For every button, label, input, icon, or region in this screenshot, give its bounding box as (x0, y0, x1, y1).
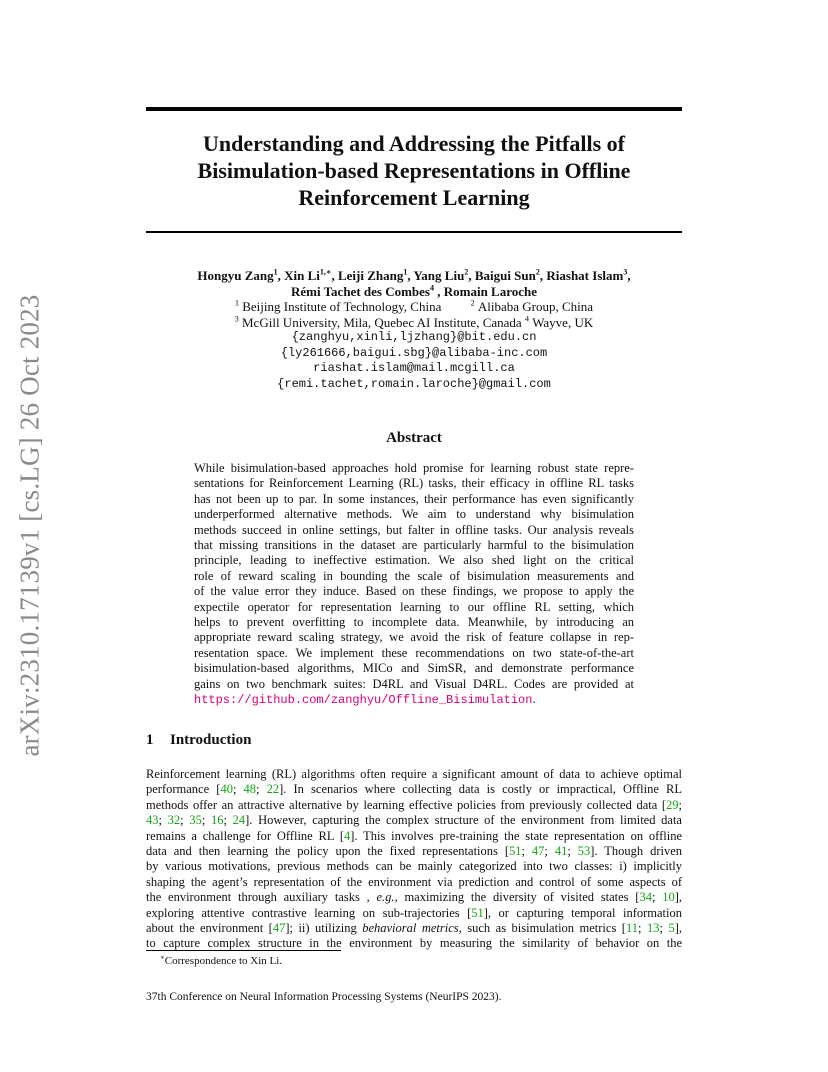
citation-link[interactable]: 13 (646, 921, 660, 936)
title-line: Bisimulation-based Representations in Offline (197, 158, 631, 183)
citation-link[interactable]: 34 (639, 890, 652, 905)
author-affil-mark: 1 (273, 267, 278, 277)
abstract-line: helps to prevent overfitting to incomplete data. Meanwhile, by introducing an (194, 615, 634, 630)
paragraph-line: 43; 32; 35; 16; 24]. However, capturing the complex structure of the environment from limited data (146, 813, 682, 828)
citation-link[interactable]: 43 (146, 813, 159, 828)
abstract-line: sentations for Reinforcement Learning (RL) tasks, their efficacy in offline RL tasks (194, 476, 634, 491)
author-name: Romain Laroche (443, 283, 538, 299)
title-top-rule (146, 107, 682, 111)
citation-link[interactable]: 47 (272, 921, 286, 936)
email-line: {zanghyu,xinli,ljzhang}@bit.edu.cn (291, 330, 537, 344)
paragraph-line: exploring attentive contrastive learning on sub-trajectories [51], or capturing temporal information (146, 905, 682, 920)
abstract-line: resentation space. We implement these recommendations on two state-of-the-art (194, 645, 634, 660)
abstract-line: bisimulation-based algorithms, MICo and SimSR, and demonstrate performance (194, 661, 634, 676)
author-affil-mark: 2 (535, 267, 540, 277)
author-name: Leiji Zhang (337, 268, 404, 283)
citation-link[interactable]: 41 (554, 844, 568, 859)
author-block (146, 268, 682, 392)
abstract-line: methods succeed in online settings, but falter in offline tasks. Our analysis reveals (194, 522, 634, 537)
author-name: Riashat Islam (546, 268, 624, 283)
paper-title (146, 130, 682, 211)
citation-link[interactable]: 16 (210, 813, 224, 828)
section-number: 1 (146, 732, 154, 748)
citation-link[interactable]: 24 (232, 813, 246, 828)
citation-link[interactable]: 11 (625, 921, 639, 936)
paragraph-line: about the environment [47]; ii) utilizing behavioral metrics, such as bisimulation metrics [11; 13; 5], (146, 921, 682, 936)
affiliation-line-1: $^1$ Beijing Institute of Technology, China $^2$ Alibaba Group, China (234, 298, 594, 314)
abstract-line: While bisimulation-based approaches hold promise for learning robust state repre- (194, 461, 634, 475)
abstract-line: appropriate reward scaling strategy, we avoid the risk of feature collapse in rep- (194, 630, 634, 645)
emphasis: behavioral metrics (362, 921, 459, 936)
author-name: Rémi Tachet des Combes (290, 283, 430, 299)
author-affil-mark: 3 (623, 267, 628, 277)
citation-link[interactable]: 40 (220, 782, 233, 797)
author-affil-mark: 1 (403, 267, 408, 277)
title-line: Reinforcement Learning (298, 185, 530, 210)
section-title: Introduction (170, 732, 252, 748)
author-names-line-2: Rémi Tachet des Combes$^4$ , Romain Laroche (290, 283, 538, 299)
email-line: {remi.tachet,romain.laroche}@gmail.com (277, 376, 551, 391)
citation-link[interactable]: 47 (531, 844, 545, 859)
citation-link[interactable]: 51 (508, 844, 522, 859)
footnote-mark: ∗ (160, 953, 165, 962)
abstract-line: principle, leading to ineffective estimation. We also shed light on the critical (194, 553, 634, 568)
section-heading (146, 732, 251, 749)
author-name: Xin Li (284, 268, 320, 283)
introduction-body (146, 767, 682, 952)
citation-link[interactable]: 10 (662, 890, 675, 905)
paragraph-line: methods offer an attractive alternative by learning effective policies from previously collected data [29; (146, 797, 682, 812)
abstract-line: gains on two benchmark suites: D4RL and Visual D4RL. Codes are provided at (194, 676, 634, 691)
email-line: {ly261666,baigui.sbg}@alibaba-inc.com (280, 345, 548, 360)
abstract-line: https://github.com/zanghyu/Offline_Bisimulation. (194, 692, 536, 708)
paragraph-line: performance [40; 48; 22]. In scenarios where collecting data is costly or impractical, Offline RL (146, 782, 682, 797)
paragraph-line: the environment through auxiliary tasks , e.g., maximizing the diversity of visited states [34; 10], (146, 890, 682, 905)
paragraph-line: data and then learning the policy upon the fixed representations [51; 47; 41; 53]. Though driven (146, 844, 682, 859)
title-bottom-rule (146, 231, 682, 233)
footnote (160, 955, 282, 967)
venue-note: 37th Conference on Neural Information Processing Systems (NeurIPS 2023). (146, 991, 502, 1003)
title-line: Understanding and Addressing the Pitfalls of (203, 131, 625, 156)
paragraph-line: by various motivations, previous methods can be mainly categorized into two classes: i) implicitly (146, 859, 682, 874)
paragraph-line: shaping the agent’s representation of the environment via prediction and control of some aspects of (146, 874, 682, 889)
citation-link[interactable]: 35 (189, 813, 202, 828)
citation-link[interactable]: 51 (471, 905, 484, 920)
citation-link[interactable]: 5 (668, 921, 675, 936)
citation-link[interactable]: 48 (243, 782, 257, 797)
author-affil-mark: 4 (429, 283, 434, 293)
abstract-line: of the value error they induce. Based on these findings, we propose to apply the (194, 584, 634, 599)
email-line: riashat.islam@mail.mcgill.ca (313, 361, 515, 375)
arxiv-identifier-text: arXiv:2310.17139v1 [cs.LG] 26 Oct 2023 (14, 293, 45, 757)
affiliation-line-2: $^3$ McGill University, Mila, Quebec AI Institute, Canada $^4$ Wayve, UK (234, 314, 594, 330)
code-link[interactable]: https://github.com/zanghyu/Offline_Bisimulation (194, 693, 533, 708)
footnote-rule (146, 950, 341, 951)
citation-link[interactable]: 32 (167, 813, 181, 828)
author-name: Baigui Sun (474, 268, 536, 283)
paragraph-line: remains a challenge for Offline RL [4]. This involves pre-training the state representation on offline (146, 828, 682, 843)
citation-link[interactable]: 4 (344, 828, 351, 843)
author-name: Yang Liu (413, 268, 465, 283)
paragraph-line: Reinforcement learning (RL) algorithms often require a significant amount of data to achieve optimal (146, 767, 682, 781)
author-affil-mark: 2 (464, 267, 469, 277)
author-name: Hongyu Zang (197, 268, 274, 283)
abstract-line: that missing transitions in the dataset are particularly harmful to the bisimulation (194, 538, 634, 553)
citation-link[interactable]: 22 (266, 782, 280, 797)
emphasis: e.g. (376, 890, 395, 905)
abstract-line: role of reward scaling in bounding the scale of bisimulation measurements and (194, 568, 634, 583)
abstract-body (194, 461, 634, 709)
paragraph-line: to capture complex structure in the environment by measuring the similarity of behavior on the (146, 936, 682, 951)
abstract-line: underperformed alternative methods. We aim to understand why bisimulation (194, 507, 634, 522)
author-affil-mark: 1,∗ (319, 267, 332, 277)
abstract-line: expectile operator for representation learning to our offline RL setting, which (194, 599, 634, 614)
abstract-line: has not been up to par. In some instances, their performance has even significantly (194, 491, 634, 506)
footnote-text: Correspondence to Xin Li. (164, 955, 283, 967)
author-names-line-1: Hongyu Zang$^1$, Xin $Li^{1,∗}$, Leiji Zhang$^1$, Yang Liu$^2$, Baigui Sun$^2$, Riashat Islam$^3$, (197, 267, 631, 283)
citation-link[interactable]: 53 (577, 844, 591, 859)
citation-link[interactable]: 29 (666, 797, 679, 812)
abstract-heading: Abstract (386, 430, 442, 446)
arxiv-identifier (0, 290, 60, 760)
